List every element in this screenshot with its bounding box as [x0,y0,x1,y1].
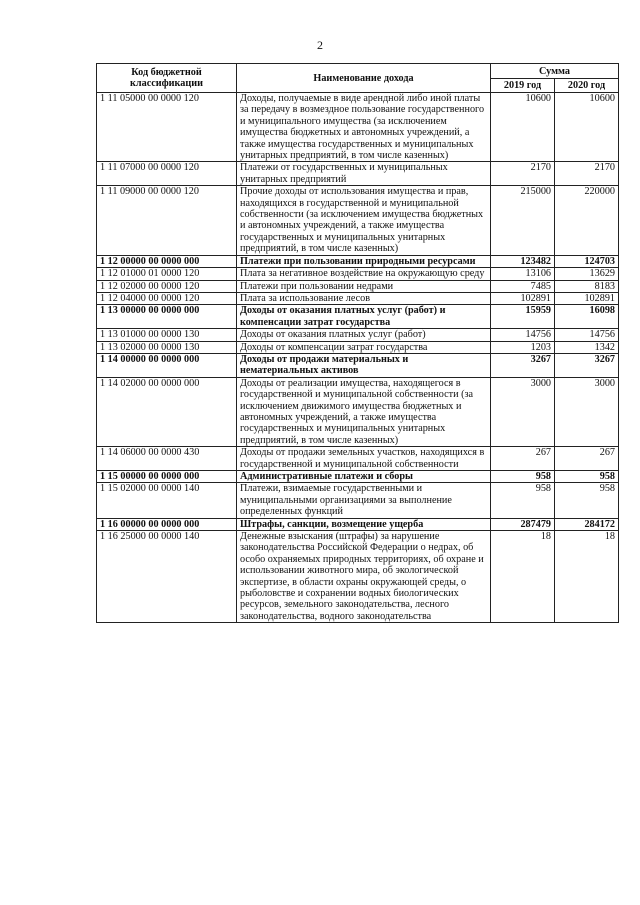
table-row [97,353,619,377]
row-value-2020: 1342 [555,341,619,353]
row-name: Прочие доходы от использования имущества и прав, находящихся в государственной и муниципальной собственности (за исключением имущества бюджетных и автономных учреждений, а также имущества государственных и муниципальных унитарных предприятий, в том числе казенных) [237,186,491,255]
row-name: Штрафы, санкции, возмещение ущерба [237,518,491,530]
row-name: Доходы от продажи материальных и нематериальных активов [237,353,491,377]
row-value-2019: 102891 [491,292,555,304]
row-value-2020: 3267 [555,353,619,377]
table-body [97,93,619,623]
row-value-2020: 220000 [555,186,619,255]
table-row [97,483,619,518]
row-code: 1 16 00000 00 0000 000 [97,518,237,530]
row-name: Платежи при пользовании природными ресурсами [237,255,491,267]
row-code: 1 13 00000 00 0000 000 [97,305,237,329]
table-row [97,329,619,341]
row-value-2020: 2170 [555,162,619,186]
header-sum: Сумма [491,64,619,79]
row-code: 1 16 25000 00 0000 140 [97,531,237,623]
table-row [97,280,619,292]
row-value-2019: 14756 [491,329,555,341]
row-code: 1 11 05000 00 0000 120 [97,93,237,162]
row-value-2020: 124703 [555,255,619,267]
row-value-2020: 3000 [555,377,619,446]
row-code: 1 15 02000 00 0000 140 [97,483,237,518]
row-value-2020: 14756 [555,329,619,341]
row-name: Денежные взыскания (штрафы) за нарушение законодательства Российской Федерации о недрах, об особо охраняемых природных территориях, об охране и использовании животного мира, об экологической экспертизе, в области охраны окружающей среды, о рыболовстве и сохранении водных биологических ресурсов, земельного законодательства, лесного законодательства, водного законодательства [237,531,491,623]
row-name: Плата за негативное воздействие на окружающую среду [237,268,491,280]
row-value-2019: 2170 [491,162,555,186]
table-row [97,292,619,304]
row-value-2020: 267 [555,447,619,471]
row-value-2019: 13106 [491,268,555,280]
row-name: Доходы, получаемые в виде арендной либо иной платы за передачу в возмездное пользование государственного и муниципального имущества (за исключением имущества бюджетных и автономных учреждений, а также имущества государственных и муниципальных унитарных предприятий, в том числе казенных) [237,93,491,162]
row-name: Платежи при пользовании недрами [237,280,491,292]
row-value-2019: 958 [491,483,555,518]
header-year-2020: 2020 год [555,79,619,93]
row-value-2019: 3000 [491,377,555,446]
row-value-2020: 8183 [555,280,619,292]
row-code: 1 12 00000 00 0000 000 [97,255,237,267]
table-row [97,341,619,353]
revenue-table [96,63,619,623]
header-year-2019: 2019 год [491,79,555,93]
table-row [97,377,619,446]
table-row [97,518,619,530]
row-code: 1 13 01000 00 0000 130 [97,329,237,341]
row-value-2019: 267 [491,447,555,471]
row-value-2019: 958 [491,471,555,483]
table-row [97,447,619,471]
table-row [97,531,619,623]
row-value-2020: 13629 [555,268,619,280]
row-name: Платежи, взимаемые государственными и муниципальными организациями за выполнение определенных функций [237,483,491,518]
row-code: 1 12 04000 00 0000 120 [97,292,237,304]
row-code: 1 14 00000 00 0000 000 [97,353,237,377]
row-code: 1 13 02000 00 0000 130 [97,341,237,353]
header-name: Наименование дохода [237,64,491,93]
row-code: 1 15 00000 00 0000 000 [97,471,237,483]
table-row [97,93,619,162]
row-name: Доходы от реализации имущества, находящегося в государственной и муниципальной собственности (за исключением движимого имущества бюджетных и автономных учреждений, а также имущества государственных и муниципальных унитарных предприятий, в том числе казенных) [237,377,491,446]
row-value-2020: 958 [555,483,619,518]
row-code: 1 12 02000 00 0000 120 [97,280,237,292]
row-value-2019: 3267 [491,353,555,377]
row-code: 1 11 09000 00 0000 120 [97,186,237,255]
row-value-2019: 7485 [491,280,555,292]
row-code: 1 14 02000 00 0000 000 [97,377,237,446]
row-value-2020: 102891 [555,292,619,304]
row-name: Доходы от оказания платных услуг (работ) и компенсации затрат государства [237,305,491,329]
header-code: Код бюджетной классификации [97,64,237,93]
table-row [97,255,619,267]
row-value-2020: 16098 [555,305,619,329]
row-value-2019: 287479 [491,518,555,530]
table-row [97,471,619,483]
row-value-2020: 958 [555,471,619,483]
row-name: Административные платежи и сборы [237,471,491,483]
page-number: 2 [317,38,323,52]
row-name: Доходы от оказания платных услуг (работ) [237,329,491,341]
table-row [97,305,619,329]
row-value-2020: 284172 [555,518,619,530]
row-name: Платежи от государственных и муниципальных унитарных предприятий [237,162,491,186]
row-value-2019: 18 [491,531,555,623]
row-name: Доходы от компенсации затрат государства [237,341,491,353]
row-value-2019: 1203 [491,341,555,353]
row-code: 1 11 07000 00 0000 120 [97,162,237,186]
table-row [97,268,619,280]
row-value-2020: 10600 [555,93,619,162]
row-name: Плата за использование лесов [237,292,491,304]
row-value-2019: 10600 [491,93,555,162]
table-row [97,162,619,186]
row-value-2019: 215000 [491,186,555,255]
row-value-2019: 15959 [491,305,555,329]
row-name: Доходы от продажи земельных участков, находящихся в государственной и муниципальной собственности [237,447,491,471]
row-code: 1 12 01000 01 0000 120 [97,268,237,280]
row-value-2019: 123482 [491,255,555,267]
table-row [97,186,619,255]
row-value-2020: 18 [555,531,619,623]
row-code: 1 14 06000 00 0000 430 [97,447,237,471]
